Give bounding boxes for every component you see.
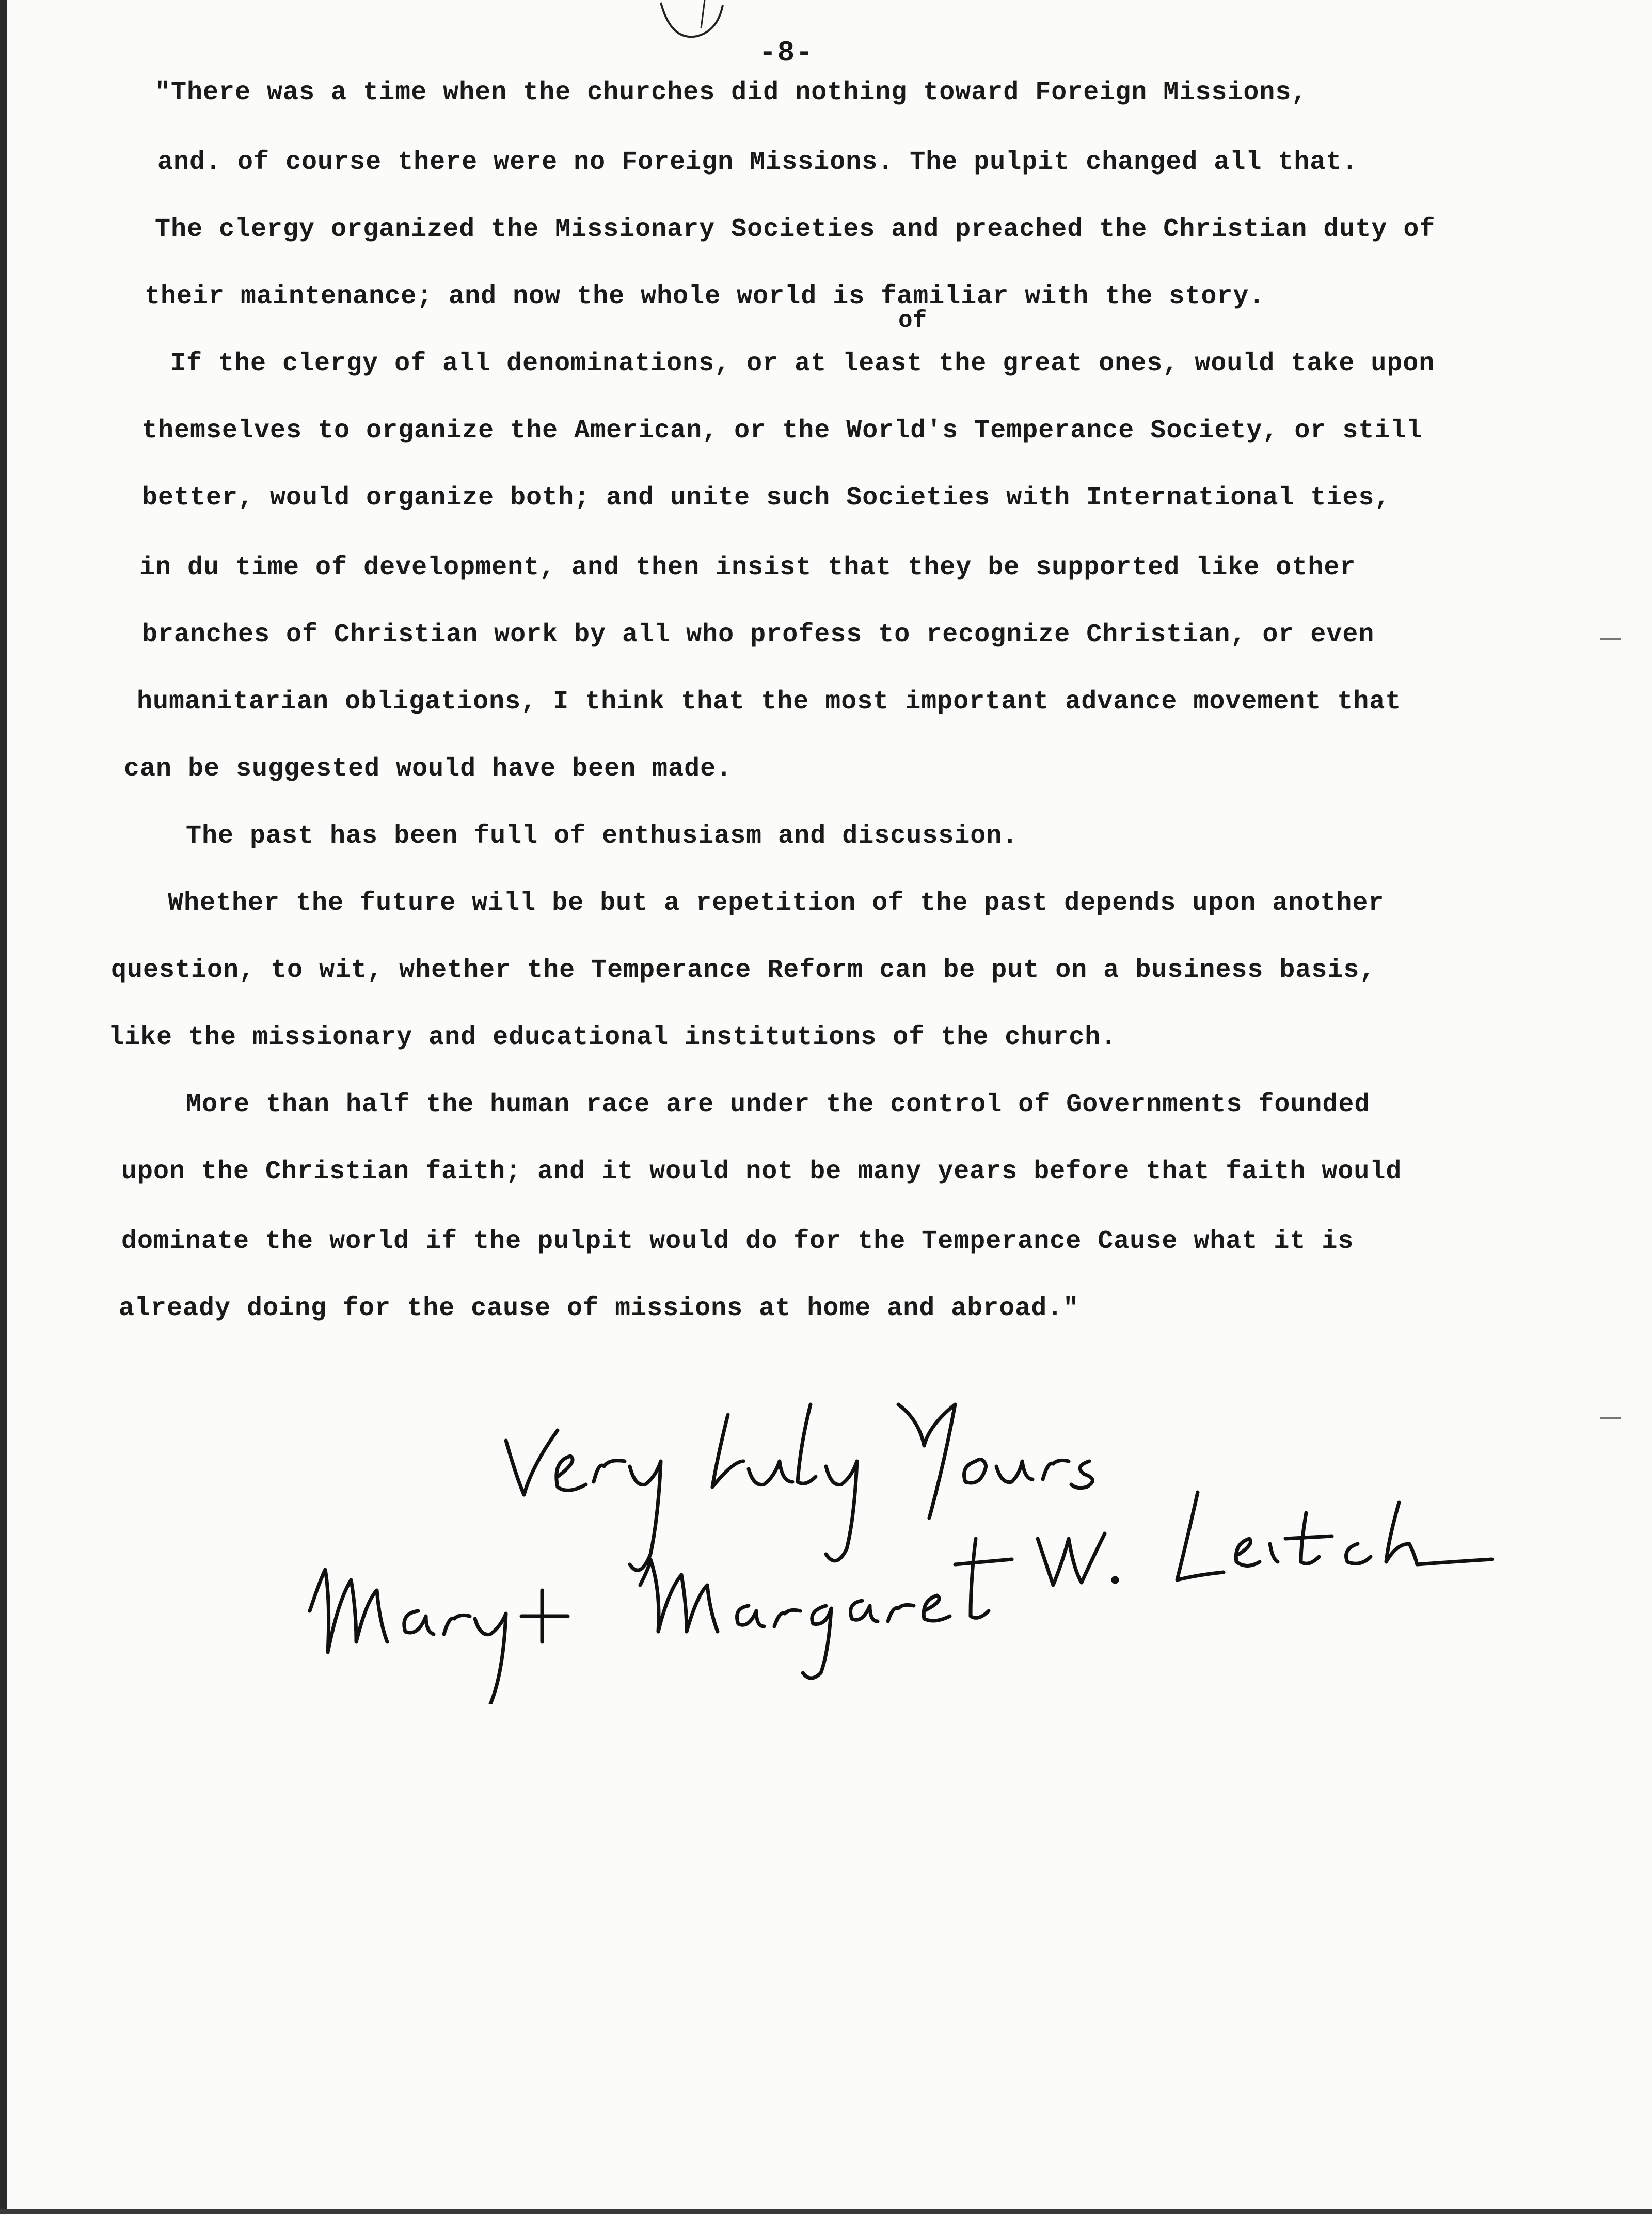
text-line-16: More than half the human race are under the control of Governments founded (186, 1090, 1371, 1119)
text-line-3: The clergy organized the Missionary Societies and preached the Christian duty of (155, 215, 1436, 244)
text-line-2: and. of course there were no Foreign Missions. The pulpit changed all that. (157, 148, 1358, 177)
scan-mark-right (1600, 1417, 1621, 1419)
top-margin-mark (656, 0, 738, 46)
text-line-19: already doing for the cause of missions at home and abroad." (119, 1294, 1079, 1323)
text-line-18: dominate the world if the pulpit would do for the Temperance Cause what it is (121, 1227, 1354, 1256)
text-line-14: question, to wit, whether the Temperance Reform can be put on a business basis, (111, 956, 1376, 985)
text-line-15: like the missionary and educational institutions of the church. (108, 1023, 1117, 1052)
page-number: -8- (759, 36, 814, 69)
text-line-17: upon the Christian faith; and it would not be many years before that faith would (121, 1157, 1402, 1187)
text-line-11: can be suggested would have been made. (124, 754, 733, 784)
text-line-4: their maintenance; and now the whole world is familiar with the story. (145, 282, 1265, 311)
text-line-1: "There was a time when the churches did nothing toward Foreign Missions, (155, 78, 1308, 107)
text-line-13: Whether the future will be but a repetition of the past depends upon another (168, 889, 1385, 918)
text-line-12: The past has been full of enthusiasm and discussion. (186, 821, 1019, 851)
interlinear-insertion: of (898, 307, 927, 334)
text-line-5: If the clergy of all denominations, or at least the great ones, would take upon (170, 349, 1435, 378)
scan-edge-bottom (0, 2209, 1652, 2214)
scan-edge-left (0, 0, 7, 2214)
scan-mark-right (1600, 638, 1621, 640)
text-line-7: better, would organize both; and unite such Societies with International ties, (142, 483, 1391, 513)
text-line-10: humanitarian obligations, I think that the most important advance movement that (137, 687, 1402, 717)
text-line-6: themselves to organize the American, or the World's Temperance Society, or still (142, 416, 1423, 446)
handwritten-signature (289, 1384, 1528, 1704)
text-line-9: branches of Christian work by all who profess to recognize Christian, or even (142, 620, 1375, 650)
text-line-8: in du time of development, and then insist that they be supported like other (139, 553, 1356, 582)
